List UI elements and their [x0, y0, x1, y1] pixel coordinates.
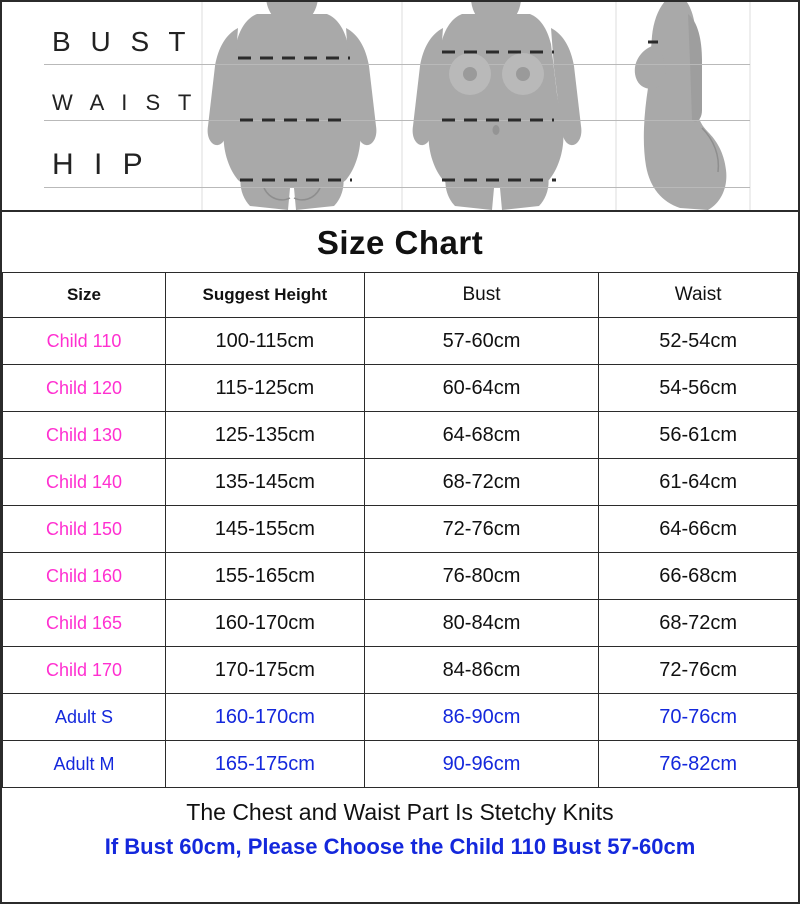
header-height: Suggest Height [165, 273, 364, 318]
cell-waist: 76-82cm [599, 741, 798, 788]
cell-waist: 72-76cm [599, 647, 798, 694]
cell-height: 165-175cm [165, 741, 364, 788]
table-row [3, 365, 798, 412]
cell-bust: 68-72cm [364, 459, 599, 506]
cell-bust: 60-64cm [364, 365, 599, 412]
table-row [3, 412, 798, 459]
body-measurement-illustration [2, 2, 798, 212]
note-size-advice: If Bust 60cm, Please Choose the Child 110 Bust 57-60cm [104, 834, 696, 859]
bust-label: B U S T [52, 26, 192, 57]
cell-size: Child 160 [3, 553, 166, 600]
cell-size: Adult S [3, 694, 166, 741]
page-title: Size Chart [316, 224, 484, 261]
cell-size: Child 170 [3, 647, 166, 694]
cell-bust: 80-84cm [364, 600, 599, 647]
cell-size: Child 110 [3, 318, 166, 365]
cell-size: Child 130 [3, 412, 166, 459]
cell-height: 170-175cm [165, 647, 364, 694]
header-size: Size [3, 273, 166, 318]
table-row [3, 459, 798, 506]
cell-size: Adult M [3, 741, 166, 788]
cell-height: 145-155cm [165, 506, 364, 553]
table-row [3, 600, 798, 647]
cell-height: 135-145cm [165, 459, 364, 506]
cell-waist: 56-61cm [599, 412, 798, 459]
cell-height: 115-125cm [165, 365, 364, 412]
cell-waist: 70-76cm [599, 694, 798, 741]
cell-waist: 64-66cm [599, 506, 798, 553]
header-bust: Bust [364, 273, 599, 318]
header-waist: Waist [599, 273, 798, 318]
cell-bust: 90-96cm [364, 741, 599, 788]
cell-height: 125-135cm [165, 412, 364, 459]
table-row [3, 741, 798, 788]
cell-waist: 66-68cm [599, 553, 798, 600]
cell-height: 155-165cm [165, 553, 364, 600]
cell-bust: 64-68cm [364, 412, 599, 459]
cell-waist: 52-54cm [599, 318, 798, 365]
cell-bust: 76-80cm [364, 553, 599, 600]
cell-height: 160-170cm [165, 600, 364, 647]
cell-size: Child 140 [3, 459, 166, 506]
table-row [3, 647, 798, 694]
cell-bust: 57-60cm [364, 318, 599, 365]
cell-size: Child 150 [3, 506, 166, 553]
table-row [3, 318, 798, 365]
cell-bust: 86-90cm [364, 694, 599, 741]
waist-label: W A I S T [52, 90, 198, 115]
table-header-row [3, 273, 798, 318]
table-row [3, 694, 798, 741]
table-row [3, 506, 798, 553]
cell-height: 100-115cm [165, 318, 364, 365]
cell-size: Child 120 [3, 365, 166, 412]
cell-size: Child 165 [3, 600, 166, 647]
note-stretchy-knits: The Chest and Waist Part Is Stetchy Knits [186, 799, 614, 825]
cell-waist: 68-72cm [599, 600, 798, 647]
table-row [3, 553, 798, 600]
cell-bust: 84-86cm [364, 647, 599, 694]
cell-bust: 72-76cm [364, 506, 599, 553]
cell-waist: 54-56cm [599, 365, 798, 412]
cell-height: 160-170cm [165, 694, 364, 741]
size-table [2, 272, 798, 788]
hip-label: H I P [52, 148, 149, 181]
footer-notes [2, 788, 798, 902]
cell-waist: 61-64cm [599, 459, 798, 506]
